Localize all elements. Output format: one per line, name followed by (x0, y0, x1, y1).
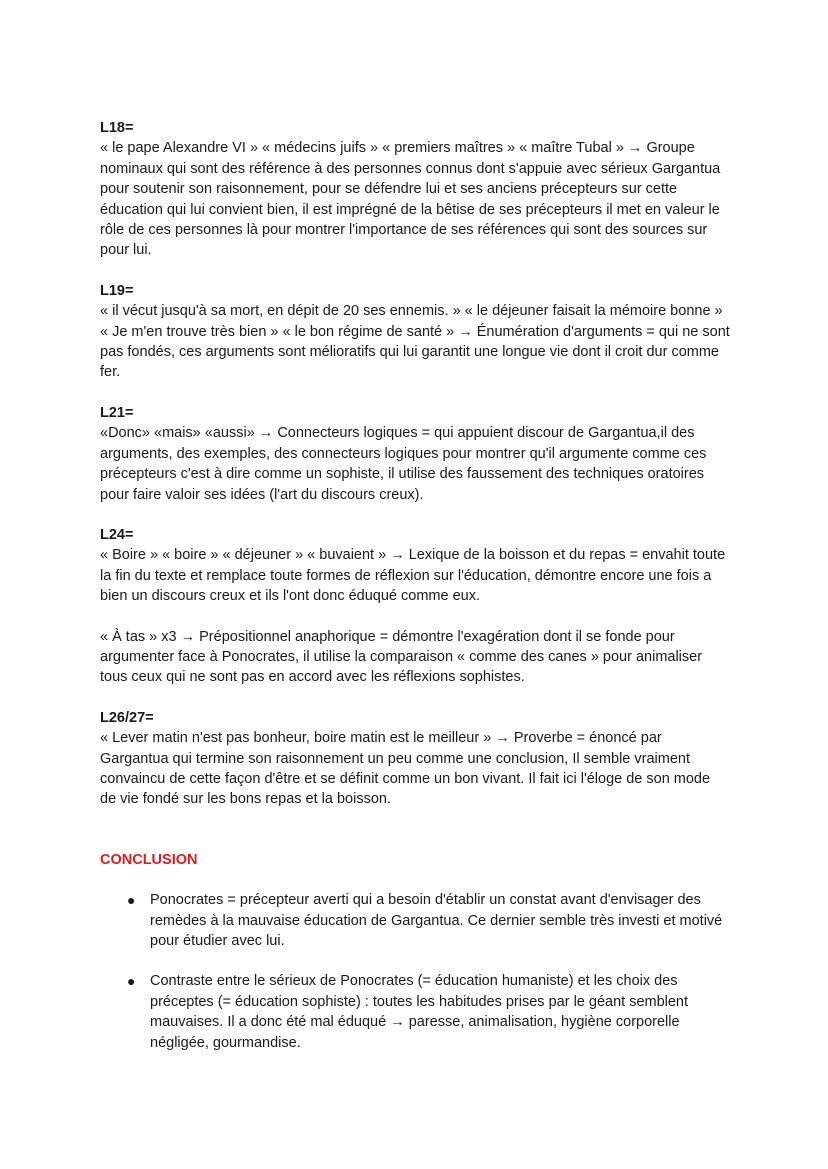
list-item (100, 971, 730, 1053)
document-page (100, 118, 730, 1073)
section-text: « il vécut jusqu'à sa mort, en dépit de 20 ses ennemis. » « le déjeuner faisait la mémoire bonne » « Je m'en trouve très bien » « le bon régime de santé » → Énumération d'arguments = qui ne sont pas fondés, ces arguments sont mélioratifs qui lui garantit une longue vie dont il croit dur comme fer. (100, 303, 730, 381)
bullet-icon: ● (127, 973, 136, 990)
section-text: « Lever matin n'est pas bonheur, boire matin est le meilleur » → Proverbe = énoncé par Gargantua qui termine son raisonnement un peu comme une conclusion, Il semble vraiment convaincu de cette façon d'être et se définit comme un bon vivant. Il fait ici l'éloge de son mode de vie fondé sur les bons repas et la boisson. (100, 730, 711, 808)
section-l18 (100, 118, 730, 261)
section-text: «Donc» «mais» «aussi» → Connecteurs logiques = qui appuient discour de Gargantua,il des arguments, des exemples, des connecteurs logiques pour montrer qu'il argumente comme ces précepteurs c'est à dire comme un sophiste, il utilise des faussement des techniques oratoires pour faire valoir ses idées (l'art du discours creux). (100, 425, 707, 503)
section-label: L21= (100, 404, 134, 421)
section-label: L18= (100, 120, 134, 136)
section-l21 (100, 403, 730, 505)
section-l19 (100, 281, 730, 383)
section-label: L26/27= (100, 709, 154, 726)
section-extra-text: « À tas » x3 → Prépositionnel anaphorique = démontre l'exagération dont il se fonde pour argumenter face à Ponocrates, il utilise la comparaison « comme des canes » pour animaliser tous ceux qui ne sont pas en accord avec les réflexions sophistes. (100, 628, 703, 686)
section-text: « le pape Alexandre VI » « médecins juifs » « premiers maîtres » « maître Tubal » → Groupe nominaux qui sont des référence à des personnes connus dont s'appuie avec sérieux Gargantua pour soutenir son raisonnement, pour se défendre lui et ses anciens précepteurs sur cette éducation qui lui convient bien, il est imprégné de la bêtise de ses précepteurs il met en valeur le rôle de ces personnes là pour montrer l'importance de ses références qui sont des sources sur pour lui. (100, 140, 721, 259)
section-l26-27 (100, 708, 730, 810)
list-item (100, 890, 730, 951)
section-label: L24= (100, 526, 134, 543)
bullet-icon: ● (127, 892, 136, 909)
section-l24 (100, 525, 730, 688)
list-item-text: Contraste entre le sérieux de Ponocrates (= éducation humaniste) et les choix des préceptes (= éducation sophiste) : toutes les habitudes prises par le géant semblent mauvaises. Il a donc été mal éduqué → paresse, animalisation, hygiène corporelle négligée, gourmandise. (150, 973, 689, 1051)
section-text: « Boire » « boire » « déjeuner » « buvaient » → Lexique de la boisson et du repas = envahit toute la fin du texte et remplace toute formes de réflexion sur l'éducation, démontre encore une fois a bien un discours creux et ils l'ont donc éduqué comme eux. (100, 547, 726, 605)
conclusion-heading: CONCLUSION (100, 851, 198, 868)
section-label: L19= (100, 282, 134, 299)
conclusion-list (100, 890, 730, 1053)
list-item-text: Ponocrates = précepteur averti qui a besoin d'établir un constat avant d'envisager des remèdes à la mauvaise éducation de Gargantua. Ce dernier semble très investi et motivé pour étudier avec lui. (150, 892, 723, 949)
